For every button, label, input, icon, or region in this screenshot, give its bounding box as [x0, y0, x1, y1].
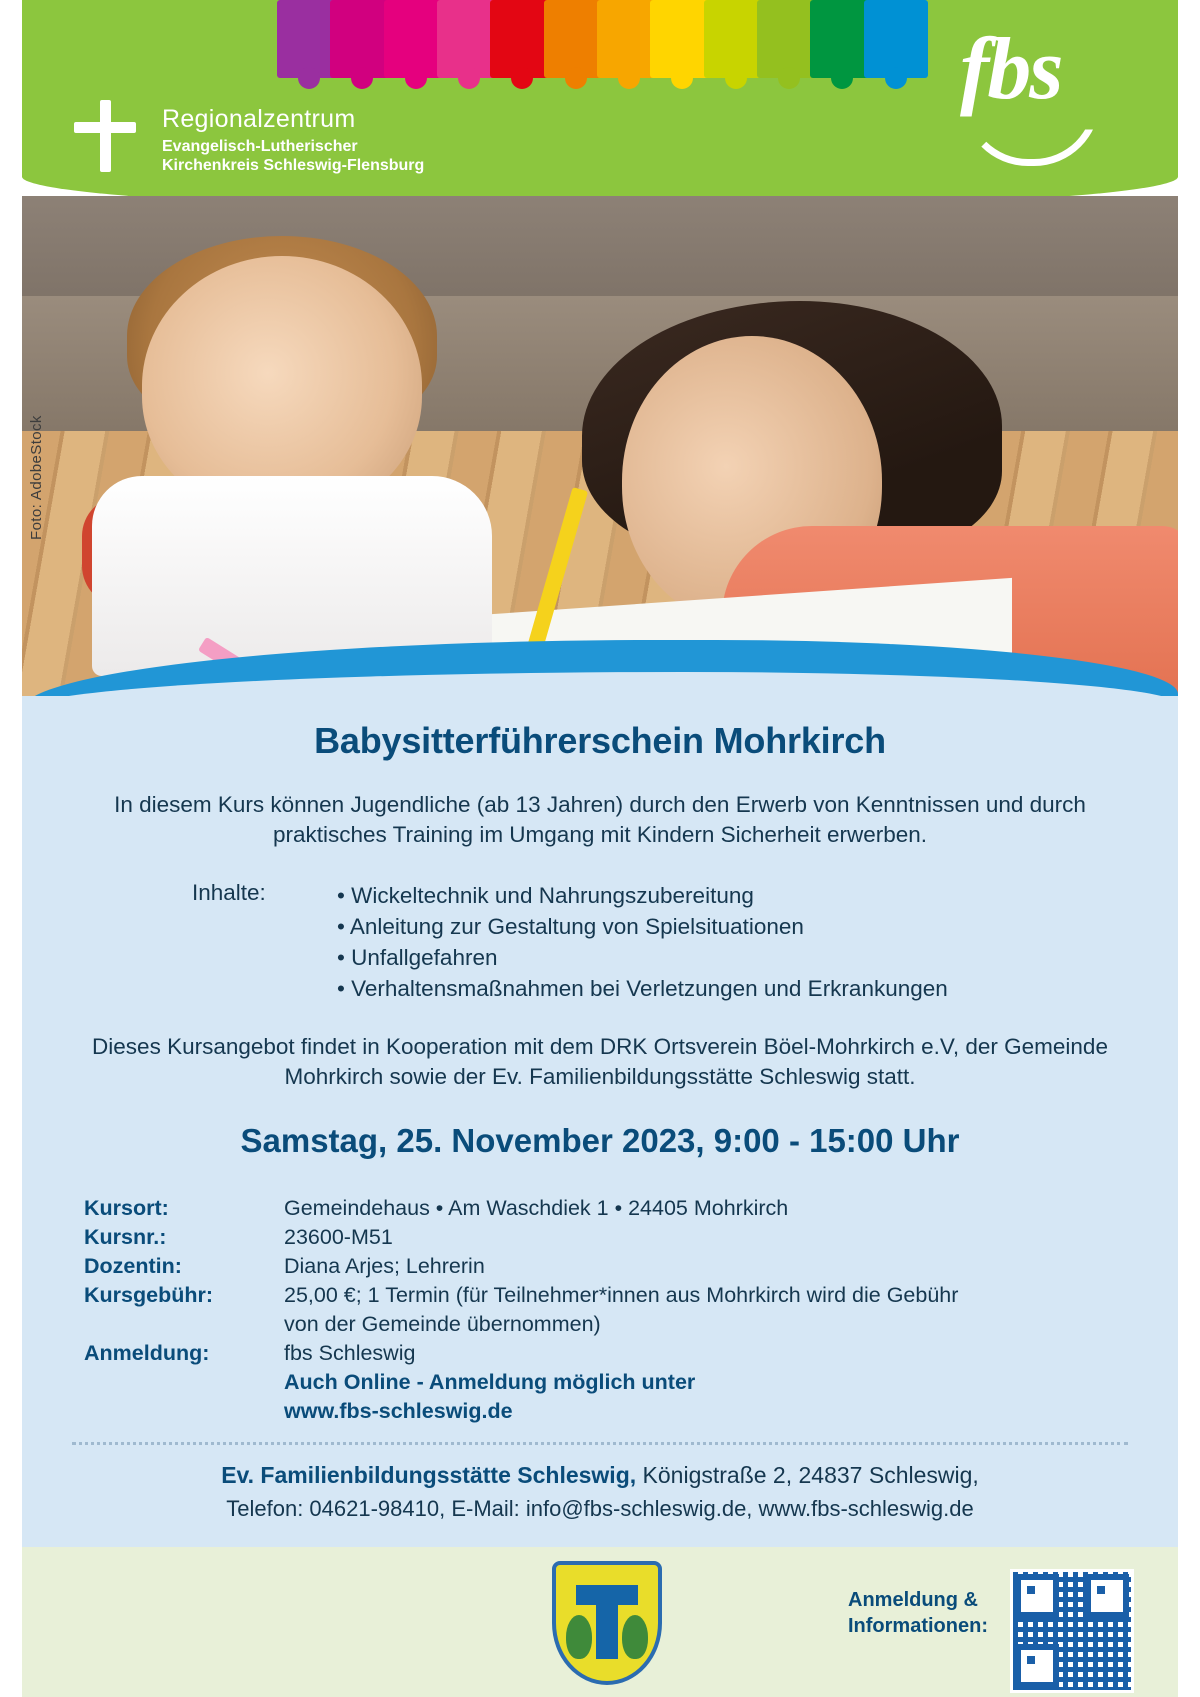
fbs-logo — [960, 22, 1120, 152]
value-anmeldung-online: Auch Online - Anmeldung möglich unter — [284, 1370, 696, 1394]
qr-eye-top-right — [1085, 1574, 1129, 1618]
contents-list — [337, 880, 948, 1004]
puzzle-piece — [757, 0, 810, 78]
list-item: • Wickeltechnik und Nahrungszubereitung — [337, 883, 754, 908]
label-dozentin: Dozentin: — [84, 1254, 182, 1278]
cross-icon — [74, 100, 136, 172]
oak-leaf-right-icon — [622, 1615, 648, 1659]
header-band — [22, 0, 1178, 210]
puzzle-piece — [810, 0, 863, 78]
org-subtitle-1: Evangelisch-Lutherischer — [162, 138, 358, 155]
puzzle-strip — [277, 0, 917, 92]
value-anmeldung-office: fbs Schleswig — [284, 1341, 416, 1365]
registration-url[interactable]: www.fbs-schleswig.de — [284, 1399, 513, 1423]
puzzle-piece — [650, 0, 703, 78]
puzzle-piece — [544, 0, 597, 78]
qr-code[interactable] — [1010, 1569, 1134, 1693]
coat-tau-symbol — [596, 1585, 618, 1659]
municipal-coat-of-arms — [552, 1561, 662, 1685]
footer-address: Königstraße 2, 24837 Schleswig, — [636, 1462, 979, 1488]
oak-leaf-left-icon — [566, 1615, 592, 1659]
hero-photo — [22, 196, 1178, 696]
label-anmeldung: Anmeldung: — [84, 1341, 210, 1365]
page-title: Babysitterführerschein Mohrkirch — [314, 720, 886, 761]
qr-code-pattern — [1013, 1572, 1131, 1690]
intro-text: In diesem Kurs können Jugendliche (ab 13 Jahren) durch den Erwerb von Kenntnissen und durch praktisches Training im Umgang mit Kindern Sicherheit erwerben. — [114, 792, 1086, 847]
cooperation-text: Dieses Kursangebot findet in Kooperation mit dem DRK Ortsverein Böel-Mohrkirch e.V, der Gemeinde Mohrkirch sowie der Ev. Familienbildungsstätte Schleswig statt. — [92, 1034, 1108, 1089]
list-item: • Verhaltensmaßnahmen bei Verletzungen und Erkrankungen — [337, 976, 948, 1001]
puzzle-piece — [704, 0, 757, 78]
list-item: • Unfallgefahren — [337, 945, 498, 970]
contents-section — [192, 880, 1138, 1004]
photo-credit: Foto: AdobeStock — [28, 415, 45, 540]
puzzle-piece — [437, 0, 490, 78]
puzzle-piece — [864, 0, 917, 78]
footer-contact-block — [62, 1459, 1138, 1525]
qr-eye-top-left — [1015, 1574, 1059, 1618]
date-time: Samstag, 25. November 2023, 9:00 - 15:00 Uhr — [240, 1122, 960, 1159]
footer-organisation-line — [62, 1459, 1138, 1492]
value-kursnr: 23600-M51 — [284, 1225, 393, 1249]
registration-info-label — [848, 1587, 988, 1639]
divider — [72, 1442, 1128, 1445]
fbs-logo-swoosh — [962, 100, 1100, 166]
content-panel — [22, 696, 1178, 1547]
org-name: Regionalzentrum — [162, 105, 356, 133]
value-kursgebuehr-line2: von der Gemeinde übernommen) — [284, 1312, 601, 1336]
footer-contact: Telefon: 04621-98410, E-Mail: info@fbs-schleswig.de, www.fbs-schleswig.de — [226, 1496, 974, 1521]
label-kursnr: Kursnr.: — [84, 1225, 167, 1249]
value-anmeldung — [284, 1339, 1138, 1426]
label-kursort: Kursort: — [84, 1196, 169, 1220]
puzzle-piece — [490, 0, 543, 78]
list-item: • Anleitung zur Gestaltung von Spielsituationen — [337, 914, 804, 939]
footer-organisation: Ev. Familienbildungsstätte Schleswig, — [221, 1462, 637, 1488]
contents-label: Inhalte: — [192, 880, 266, 905]
organisation-block — [162, 105, 424, 175]
value-dozentin: Diana Arjes; Lehrerin — [284, 1254, 485, 1278]
value-kursort: Gemeindehaus • Am Waschdiek 1 • 24405 Mohrkirch — [284, 1196, 789, 1220]
puzzle-piece — [330, 0, 383, 78]
course-details — [84, 1194, 1138, 1426]
qr-eye-bottom-left — [1015, 1644, 1059, 1688]
org-subtitle-2: Kirchenkreis Schleswig-Flensburg — [162, 157, 425, 174]
bottom-bar — [22, 1547, 1178, 1697]
puzzle-piece — [277, 0, 330, 78]
registration-info-line2: Informationen: — [848, 1615, 988, 1637]
value-kursgebuehr-line1: 25,00 €; 1 Termin (für Teilnehmer*innen aus Mohrkirch wird die Gebühr — [284, 1283, 959, 1307]
label-kursgebuehr: Kursgebühr: — [84, 1283, 213, 1307]
value-kursgebuehr — [284, 1281, 1138, 1339]
puzzle-piece — [597, 0, 650, 78]
puzzle-piece — [384, 0, 437, 78]
registration-info-line1: Anmeldung & — [848, 1589, 978, 1611]
fbs-logo-text: fbs — [960, 21, 1062, 118]
